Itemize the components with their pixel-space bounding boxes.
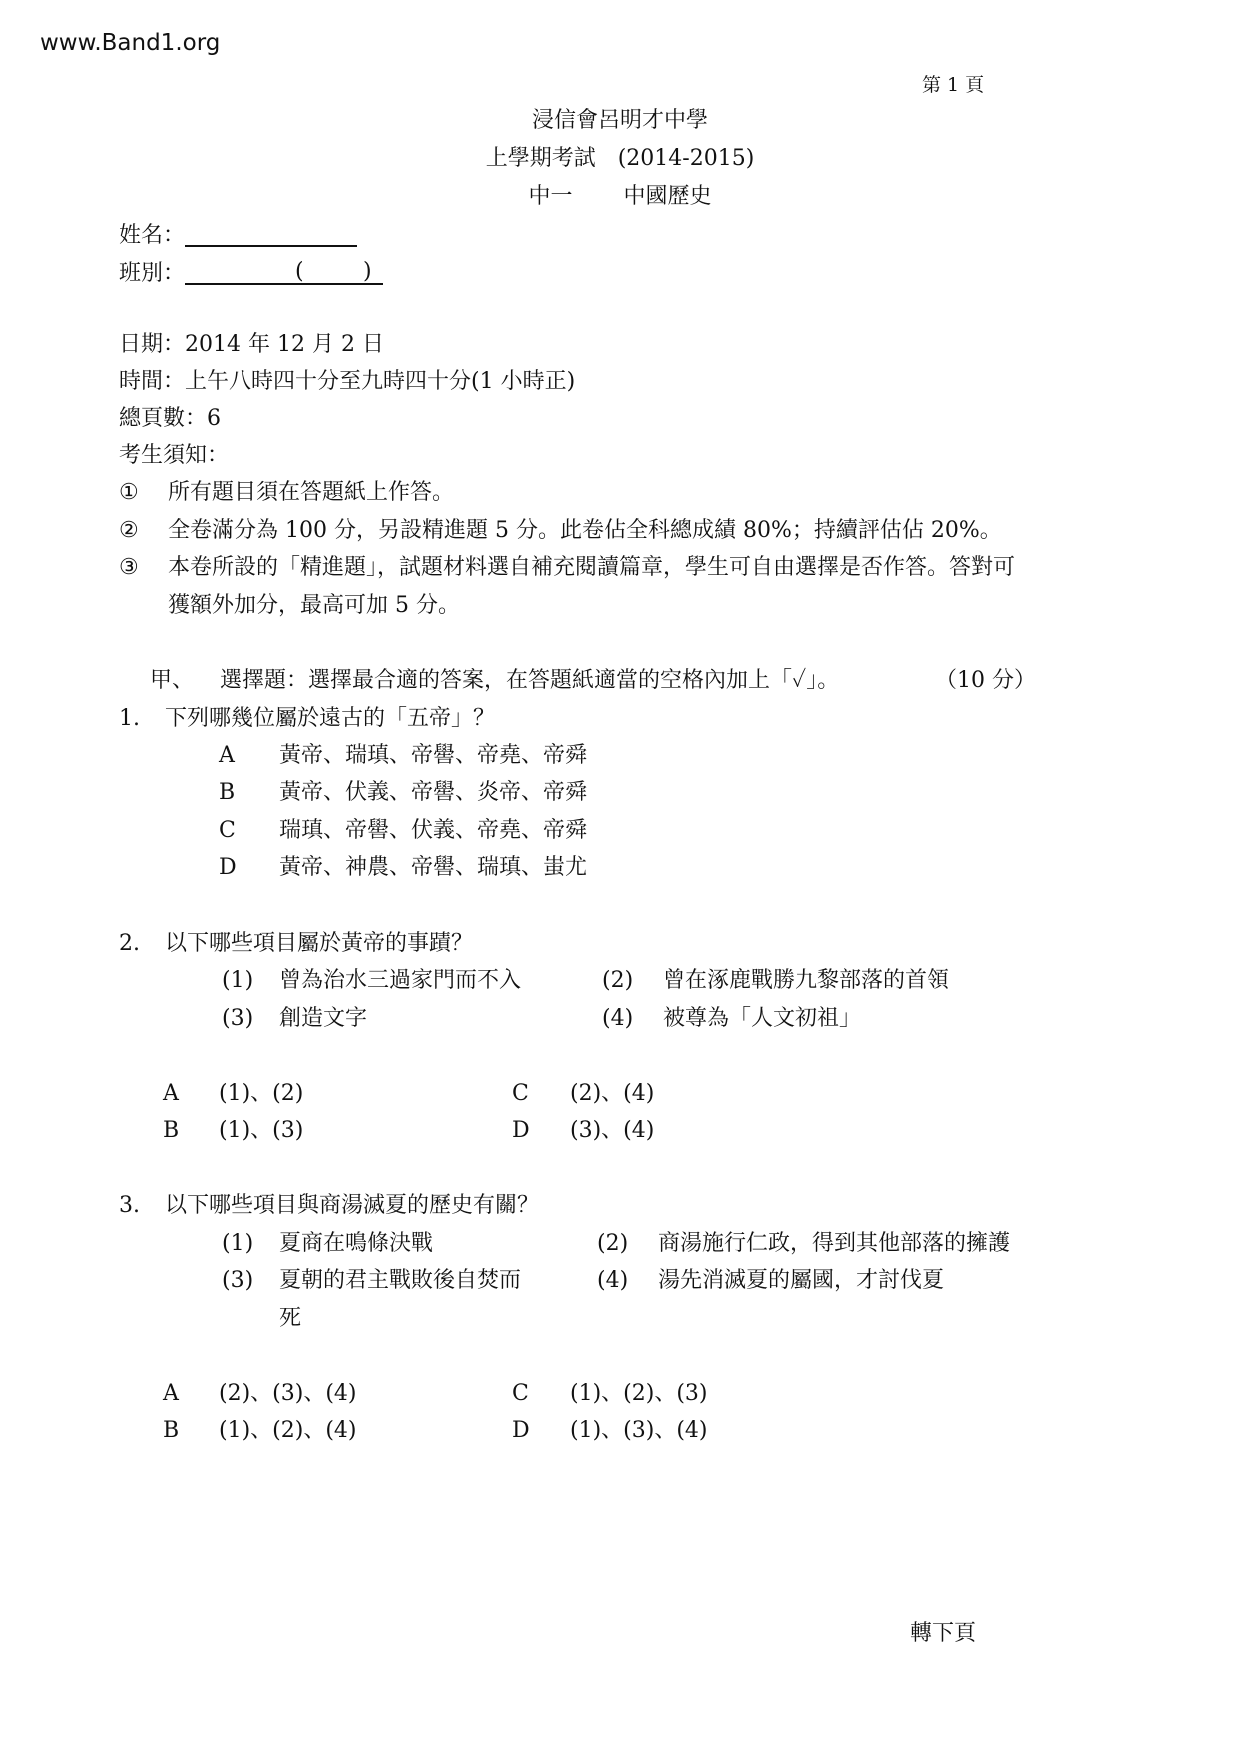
q3-item-text: 湯先消滅夏的屬國，才討伐夏 bbox=[658, 1268, 945, 1293]
q1-number: 1. bbox=[119, 706, 140, 731]
q2-text: 以下哪些項目屬於黃帝的事蹟？ bbox=[165, 931, 474, 956]
q3-answer-text: (1)、(3)、(4) bbox=[570, 1418, 708, 1443]
q3-answer-text: (1)、(2)、(3) bbox=[570, 1381, 708, 1406]
subject-title: 中一 中國歷史 bbox=[528, 184, 712, 209]
name-blank[interactable] bbox=[185, 223, 357, 247]
q3-answer-letter: B bbox=[163, 1418, 180, 1443]
q3-answer-letter: C bbox=[512, 1381, 529, 1406]
q2-item-text: 創造文字 bbox=[279, 1006, 368, 1031]
q1-option-text: 黃帝、瑞瑱、帝嚳、帝堯、帝舜 bbox=[279, 743, 588, 768]
section-label: 甲、 bbox=[150, 668, 195, 693]
q2-answer-letter: B bbox=[163, 1118, 180, 1143]
q3-answer-letter: D bbox=[512, 1418, 530, 1443]
q2-number: 2. bbox=[119, 931, 140, 956]
name-field bbox=[119, 223, 357, 247]
q3-item-number: (4) bbox=[597, 1268, 629, 1293]
watermark: www.Band1.org bbox=[40, 30, 221, 56]
q2-answer-letter: A bbox=[163, 1081, 179, 1106]
q2-item-text: 曾為治水三過家門而不入 bbox=[279, 968, 522, 993]
q3-item-number: (3) bbox=[222, 1268, 254, 1293]
name-label: 姓名： bbox=[119, 223, 186, 248]
q3-answer-text: (1)、(2)、(4) bbox=[219, 1418, 357, 1443]
notice-3-continued: 獲額外加分，最高可加 5 分。 bbox=[168, 593, 460, 618]
q1-option-text: 黃帝、伏義、帝嚳、炎帝、帝舜 bbox=[279, 780, 588, 805]
q3-answer-letter: A bbox=[163, 1381, 179, 1406]
notice-1-text: 所有題目須在答題紙上作答。 bbox=[168, 480, 455, 505]
total-pages: 總頁數：6 bbox=[119, 406, 221, 431]
q2-item-text: 曾在涿鹿戰勝九黎部落的首領 bbox=[663, 968, 950, 993]
q1-option-letter: D bbox=[219, 855, 237, 880]
q2-answer-text: (2)、(4) bbox=[570, 1081, 655, 1106]
q1-option-text: 黃帝、神農、帝嚳、瑞瑱、蚩尤 bbox=[279, 855, 588, 880]
q2-answer-letter: C bbox=[512, 1081, 529, 1106]
class-field bbox=[119, 261, 383, 285]
q3-item-text: 夏朝的君主戰敗後自焚而 bbox=[279, 1268, 522, 1293]
q2-item-number: (4) bbox=[602, 1006, 634, 1031]
q2-item-number: (2) bbox=[602, 968, 634, 993]
class-bracket-close: ) bbox=[363, 259, 372, 284]
q1-option-letter: B bbox=[219, 780, 236, 805]
q1-option-letter: C bbox=[219, 818, 236, 843]
q3-item-text: 商湯施行仁政，得到其他部落的擁護 bbox=[658, 1231, 1011, 1256]
notice-3-text: 本卷所設的「精進題」，試題材料選自補充閱讀篇章，學生可自由選擇是否作答。答對可 bbox=[168, 555, 1016, 580]
q3-item-number: (2) bbox=[597, 1231, 629, 1256]
class-bracket-open: ( bbox=[295, 259, 304, 284]
q3-item-text-continued: 死 bbox=[279, 1306, 302, 1331]
exam-title: 上學期考試 (2014-2015) bbox=[485, 146, 755, 171]
q2-item-number: (3) bbox=[222, 1006, 254, 1031]
q2-answer-text: (1)、(3) bbox=[219, 1118, 304, 1143]
class-blank[interactable] bbox=[185, 261, 383, 285]
exam-time: 時間：上午八時四十分至九時四十分(1 小時正) bbox=[119, 369, 576, 394]
q1-text: 下列哪幾位屬於遠古的「五帝」？ bbox=[165, 706, 496, 731]
q1-option-text: 瑞瑱、帝嚳、伏義、帝堯、帝舜 bbox=[279, 818, 588, 843]
notice-3-mark: ③ bbox=[119, 555, 139, 580]
q2-item-text: 被尊為「人文初祖」 bbox=[663, 1006, 862, 1031]
section-instructions: 選擇題：選擇最合適的答案，在答題紙適當的空格內加上「✓」。 bbox=[220, 668, 840, 693]
q2-item-number: (1) bbox=[222, 968, 254, 993]
notice-1-mark: ① bbox=[119, 480, 139, 505]
q2-answer-letter: D bbox=[512, 1118, 530, 1143]
school-name: 浸信會呂明才中學 bbox=[531, 108, 708, 133]
continue-next-page: 轉下頁 bbox=[910, 1621, 977, 1646]
section-score: （10 分） bbox=[935, 668, 1036, 693]
notice-2-mark: ② bbox=[119, 518, 139, 543]
q2-answer-text: (1)、(2) bbox=[219, 1081, 304, 1106]
q2-answer-text: (3)、(4) bbox=[570, 1118, 655, 1143]
q3-number: 3. bbox=[119, 1193, 140, 1218]
q3-text: 以下哪些項目與商湯滅夏的歷史有關？ bbox=[165, 1193, 540, 1218]
notice-title: 考生須知： bbox=[119, 443, 230, 468]
q3-item-number: (1) bbox=[222, 1231, 254, 1256]
q3-answer-text: (2)、(3)、(4) bbox=[219, 1381, 357, 1406]
q3-item-text: 夏商在鳴條決戰 bbox=[279, 1231, 434, 1256]
page-number: 第 1 頁 bbox=[922, 74, 985, 96]
class-label: 班別： bbox=[119, 261, 186, 286]
q1-option-letter: A bbox=[219, 743, 235, 768]
exam-date: 日期：2014 年 12 月 2 日 bbox=[119, 332, 384, 357]
notice-2-text: 全卷滿分為 100 分，另設精進題 5 分。此卷佔全科總成績 80%；持續評估佔 20%。 bbox=[168, 518, 1002, 543]
